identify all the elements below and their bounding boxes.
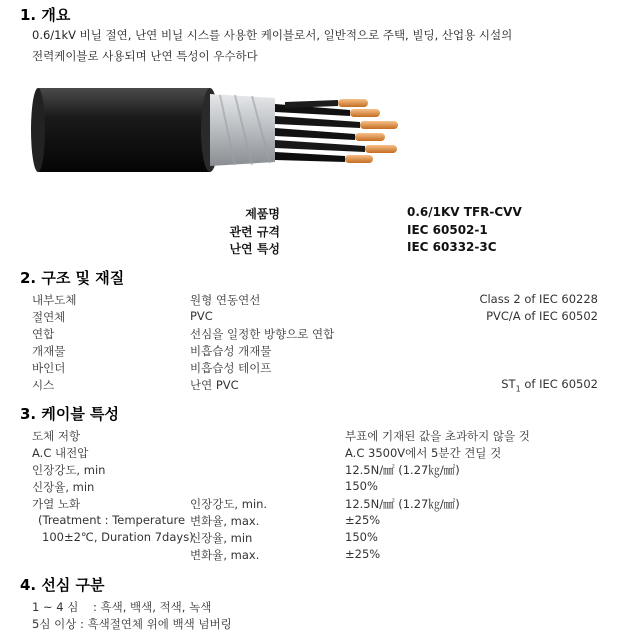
structure-standard: PVC/A of IEC 60502: [486, 309, 598, 323]
structure-part: 연합: [32, 327, 55, 341]
standard-suffix: of IEC 60502: [520, 377, 598, 391]
structure-material: 비흡습성 테이프: [190, 361, 272, 375]
aging-value: ±25%: [345, 547, 381, 561]
standard-subscript: 1: [515, 384, 521, 394]
structure-standard: [501, 377, 598, 393]
summary-value-standard: IEC 60502-1: [407, 223, 488, 237]
structure-part: 내부도체: [32, 293, 77, 307]
property-value: A.C 3500V에서 5분간 견딜 것: [345, 446, 502, 460]
standard-prefix: ST: [501, 377, 516, 391]
structure-standard: Class 2 of IEC 60228: [479, 292, 598, 306]
structure-material: 선심을 일정한 방향으로 연합: [190, 327, 335, 341]
summary-label-flame: 난연 특성: [229, 242, 280, 256]
core-color-line1: 1 ~ 4 심 : 흑색, 백색, 적색, 녹색: [32, 600, 212, 614]
property-value: 부표에 기재된 값을 초과하지 않을 것: [345, 429, 530, 443]
structure-part: 절연체: [32, 310, 66, 324]
aging-condition: (Treatment : Temperature: [38, 513, 186, 527]
aging-value: ±25%: [345, 513, 381, 527]
aging-value: 150%: [345, 530, 378, 544]
structure-part: 바인더: [32, 361, 66, 375]
aging-condition: 100±2℃, Duration 7days): [42, 530, 194, 544]
binder-tape: [210, 94, 275, 166]
section1-heading: 1. 개요: [20, 6, 71, 24]
property-value: 12.5N/㎟ (1.27㎏/㎟): [345, 463, 460, 477]
cable-image: [20, 70, 430, 190]
aging-item: 신장율, min: [190, 531, 253, 545]
outer-sheath: [31, 88, 219, 172]
copper-conductors: [338, 99, 398, 163]
property-item: 도체 저항: [32, 429, 81, 443]
summary-value-flame: IEC 60332-3C: [407, 240, 497, 254]
summary-value-product: 0.6/1KV TFR-CVV: [407, 205, 522, 219]
section4-heading: 4. 선심 구분: [20, 576, 105, 594]
aging-item: 변화율, max.: [190, 548, 260, 562]
property-item: 인장강도, min: [32, 463, 106, 477]
structure-material: 난연 PVC: [190, 378, 239, 392]
structure-material: 원형 연동연선: [190, 293, 261, 307]
insulated-cores: [275, 100, 365, 162]
core-color-line2: 5심 이상 : 흑색절연체 위에 백색 넘버링: [32, 617, 232, 631]
aging-label: 가열 노화: [32, 497, 81, 511]
property-value: 150%: [345, 479, 378, 493]
overview-line1: 0.6/1kV 비닐 절연, 난연 비닐 시스를 사용한 케이블로서, 일반적으로 주택, 빌딩, 산업용 시설의: [32, 28, 513, 42]
property-item: A.C 내전압: [32, 446, 89, 460]
section2-heading: 2. 구조 및 재질: [20, 269, 125, 287]
summary-label-standard: 관련 규격: [229, 225, 280, 239]
structure-material: 비흡습성 개재물: [190, 344, 272, 358]
section3-heading: 3. 케이블 특성: [20, 405, 120, 423]
overview-line2: 전력케이블로 사용되며 난연 특성이 우수하다: [32, 49, 258, 63]
summary-label-product: 제품명: [245, 207, 280, 221]
structure-part: 시스: [32, 378, 55, 392]
structure-part: 개재물: [32, 344, 66, 358]
property-item: 신장율, min: [32, 480, 95, 494]
aging-item: 인장강도, min.: [190, 497, 268, 511]
structure-material: PVC: [190, 309, 213, 323]
aging-item: 변화율, max.: [190, 514, 260, 528]
aging-value: 12.5N/㎟ (1.27㎏/㎟): [345, 497, 460, 511]
